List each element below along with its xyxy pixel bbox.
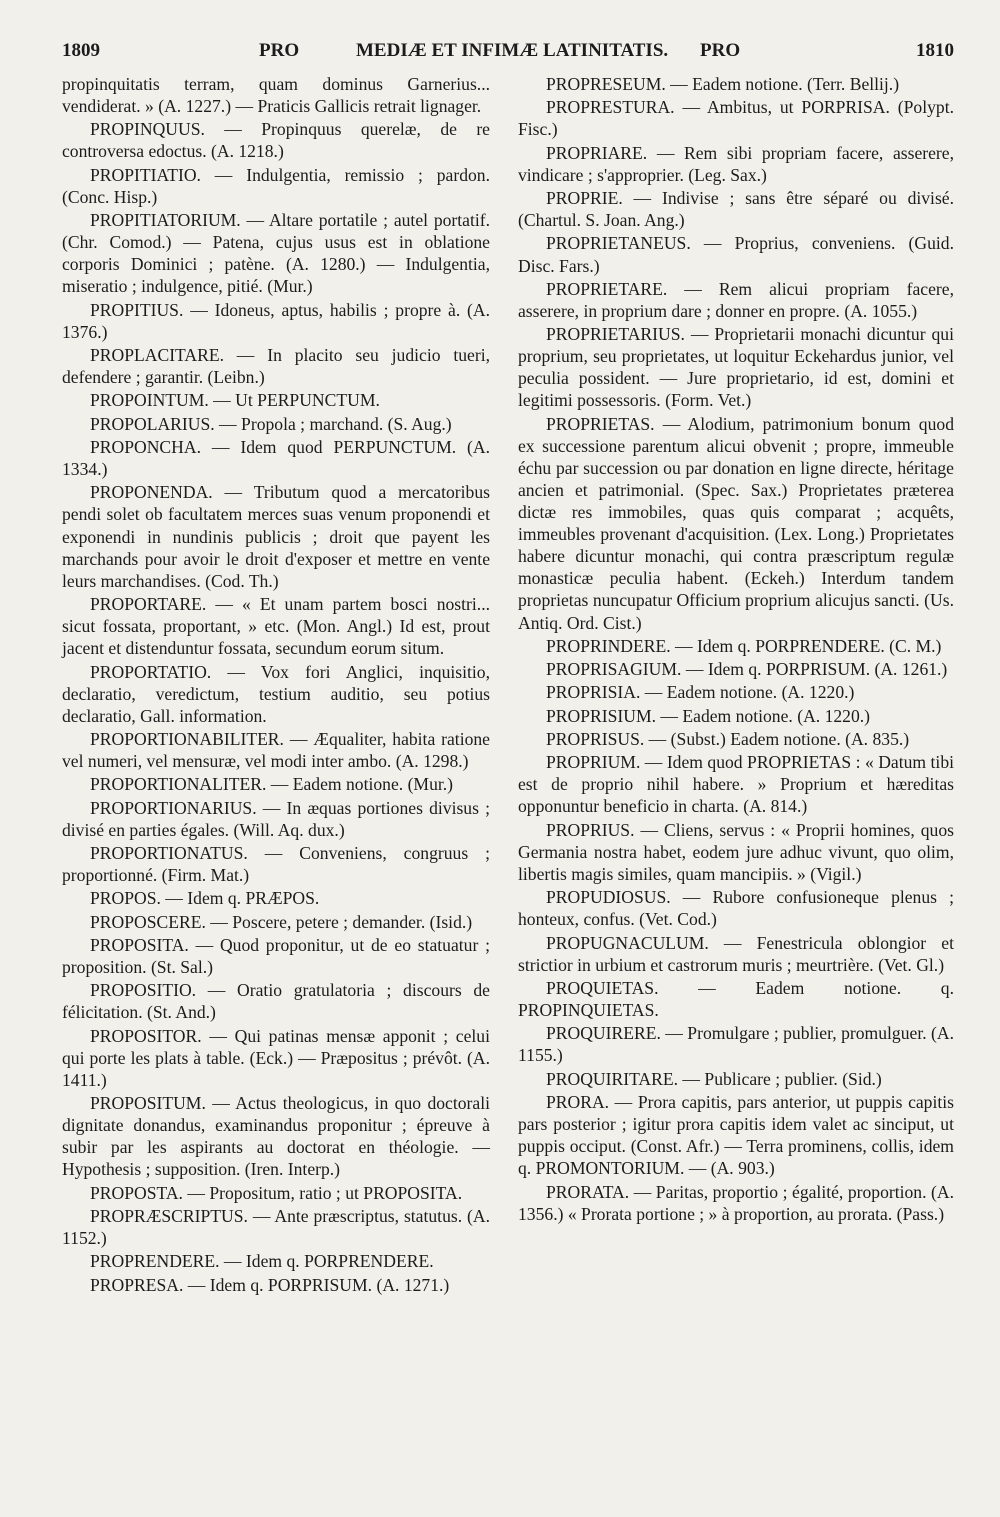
dictionary-entry	[62, 164, 490, 208]
entry-definition: — Idem q. PORPRENDERE.	[219, 1251, 434, 1272]
entry-headword: PROPORTARE.	[90, 594, 207, 615]
entry-definition: — In placito seu judicio tueri, defendere ; garantir. (Leibn.)	[62, 345, 490, 388]
entry-headword: PROQUIRERE.	[546, 1023, 661, 1044]
page-number-left: 1809	[62, 40, 100, 61]
dictionary-entry	[518, 886, 954, 930]
entry-definition: — Eadem notione. (Terr. Bellij.)	[665, 74, 900, 94]
dictionary-entry	[62, 911, 490, 933]
entry-definition: — Idem q. PORPRISUM. (A. 1271.)	[183, 1274, 450, 1295]
dictionary-entry	[518, 232, 954, 276]
entry-definition: — Quod proponitur, ut de eo statuatur ; proposition. (St. Sal.)	[62, 934, 490, 978]
entry-headword: PROPORTIONABILITER.	[90, 728, 284, 749]
entry-definition: — Ut PERPUNCTUM.	[208, 390, 380, 411]
entry-headword: PROPOSCERE.	[90, 911, 206, 932]
entry-definition: — Proprius, conveniens. (Guid. Disc. Fars.)	[518, 233, 954, 276]
dictionary-entry	[518, 635, 954, 657]
entry-headword: PROPOSITIO.	[90, 980, 197, 1001]
entry-definition: — Idem q. PORPRENDERE. (C. M.)	[670, 635, 942, 656]
entry-headword: PROPRIUS.	[546, 819, 635, 840]
entry-definition: — Propola ; marchand. (S. Aug.)	[214, 413, 452, 434]
dictionary-entry	[62, 728, 490, 772]
dictionary-entry	[518, 1068, 954, 1090]
entry-definition: — Publicare ; publier. (Sid.)	[678, 1068, 882, 1089]
entry-definition: — Idem quod PERPUNCTUM. (A. 1334.)	[62, 437, 490, 480]
guide-word-right: PRO	[700, 40, 741, 61]
entry-headword: PROPRIETARE.	[546, 278, 668, 299]
entry-definition: — Oratio gratulatoria ; discours de félicitation. (St. And.)	[62, 980, 490, 1023]
dictionary-entry	[62, 842, 490, 886]
entry-definition: — Alodium, patrimonium bonum quod ex successione parentum alicui obvenit ; propre, immeuble échu par succession ou par donation en ligne directe, héritage ancien et patrimonial. (Spec. Sax.) Proprietates præterea dictæ res immobiles, quas quis comparat ; acquêts, immeubles provenant d'acquisition. (Lex. Long.) Proprietates habere dicuntur monachi, qui contra præscriptum regulæ monasticæ peculia habent. (Eckeh.) Interdum tandem proprietas nuncupatur Officium proprium alicujus sancti. (Us. Antiq. Ord. Cist.)	[518, 413, 954, 633]
entry-definition: — Idem q. PORPRISUM. (A. 1261.)	[681, 659, 948, 680]
dictionary-entry	[518, 413, 954, 634]
entry-definition: — In æquas portiones divisus ; divisé en parties égales. (Will. Aq. dux.)	[62, 797, 490, 840]
entry-headword: PROPITIUS.	[90, 299, 184, 320]
dictionary-entry	[518, 977, 954, 1021]
dictionary-entry	[518, 1091, 954, 1179]
entry-headword: PROPORTATIO.	[90, 661, 212, 682]
entry-headword: PROPOS.	[90, 888, 161, 909]
entry-headword: PROPRESA.	[90, 1274, 184, 1295]
dictionary-entry	[62, 773, 490, 795]
dictionary-entry	[62, 934, 490, 978]
dictionary-entry	[62, 1250, 490, 1272]
dictionary-entry	[62, 209, 490, 297]
entry-headword: PROPONCHA.	[90, 437, 201, 457]
entry-definition: — Tributum quod a mercatoribus pendi solet ob facultatem merces suas venum proponendi et exponendi in nundinis publicis ; droit que payent les marchands pour avoir le droit d'exposer et mettre en vente leurs marchandises. (Cod. Th.)	[62, 482, 490, 591]
entry-headword: PROPRISAGIUM.	[546, 659, 682, 680]
running-header	[62, 40, 954, 70]
dictionary-entry	[62, 389, 490, 411]
entry-headword: PROPOSTA.	[90, 1182, 183, 1203]
entry-definition: — Idem quod PROPRIETAS : « Datum tibi est de proprio nihil habere. » Proprium et hæreditas opponuntur beneficio in charta. (A. 814.)	[518, 752, 954, 817]
page-number-right: 1810	[916, 40, 954, 61]
entry-definition: — Poscere, petere ; demander. (Isid.)	[205, 911, 473, 932]
dictionary-entry	[518, 932, 954, 976]
entry-headword: PROPRESTURA.	[546, 97, 675, 118]
entry-definition: — « Et unam partem bosci nostri... sicut fossata, proportant, » etc. (Mon. Angl.) Id est, prout jacent et distenduntur fossata, secundum eorum situm.	[62, 594, 490, 659]
entry-headword: PROPRIE.	[546, 188, 623, 209]
entry-headword: PROPRINDERE.	[546, 635, 671, 656]
dictionary-entry	[62, 887, 490, 909]
entry-definition: — Propinquus querelæ, de re controversa edoctus. (A. 1218.)	[62, 119, 490, 162]
entry-definition: — Rubore confusioneque plenus ; honteux, confus. (Vet. Cod.)	[518, 887, 954, 930]
entry-definition: — Indulgentia, remissio ; pardon. (Conc. Hisp.)	[62, 164, 490, 207]
dictionary-entry	[518, 142, 954, 186]
entry-definition: — Ante præscriptus, statutus. (A. 1152.)	[62, 1206, 490, 1249]
dictionary-entry	[62, 481, 490, 591]
entry-headword: PROPUGNACULUM.	[546, 932, 709, 953]
right-column	[518, 73, 954, 1226]
entry-definition: — Prora capitis, pars anterior, ut puppis capitis pars posterior ; igitur prora capitis idem valet ac sinciput, ut puppis occiput. (Const. Afr.) — Terra prominens, collis, idem q. PROMONTORIUM. — (A. 903.)	[518, 1091, 954, 1179]
entry-definition: propinquitatis terram, quam dominus Garnerius... vendiderat. » (A. 1227.) — Praticis Gallicis retrait lignager.	[62, 74, 490, 117]
entry-definition: — Actus theologicus, in quo doctorali dignitate donandus, examinandus proponitur ; épreuve à subir par les aspirants au doctorat en théologie. — Hypothesis ; supposition. (Iren. Interp.)	[62, 1093, 490, 1180]
dictionary-entry	[518, 323, 954, 411]
dictionary-entry	[62, 413, 490, 435]
dictionary-entry	[62, 73, 490, 117]
dictionary-entry	[518, 705, 954, 727]
entry-headword: PROPINQUUS.	[90, 119, 205, 140]
entry-definition: — Eadem notione. (A. 1220.)	[656, 705, 871, 726]
dictionary-entry	[62, 1092, 490, 1180]
dictionary-entry	[518, 73, 954, 95]
dictionary-entry	[62, 593, 490, 659]
dictionary-entry	[518, 751, 954, 817]
dictionary-entry	[518, 819, 954, 885]
dictionary-entry	[518, 1181, 954, 1225]
entry-definition: — Fenestricula oblongior et strictior in urbium et castrorum muris ; meurtrière. (Vet. Gl.)	[518, 932, 954, 975]
entry-definition: — Eadem notione. (A. 1220.)	[640, 682, 855, 703]
entry-definition: — Rem alicui propriam facere, asserere, in proprium dare ; donner en propre. (A. 1055.)	[518, 278, 954, 321]
entry-headword: PROPORTIONARIUS.	[90, 797, 257, 818]
entry-headword: PROPONENDA.	[90, 482, 213, 503]
entry-definition: — Ambitus, ut PORPRISA. (Polypt. Fisc.)	[518, 97, 954, 140]
entry-definition: — Cliens, servus : « Proprii homines, quos Germania nostra habet, eodem jure adhuc vivunt, quo olim, libertis magis similes, quam mancipiis. » (Vigil.)	[518, 819, 954, 884]
entry-headword: PRORA.	[546, 1091, 610, 1112]
entry-headword: PROPRIETANEUS.	[546, 233, 691, 254]
running-title: MEDIÆ ET INFIMÆ LATINITATIS.	[356, 40, 669, 61]
entry-headword: PROPRIARE.	[546, 142, 648, 163]
entry-headword: PROPRIETARIUS.	[546, 324, 685, 345]
entry-headword: PROQUIRITARE.	[546, 1068, 679, 1089]
entry-definition: — Propositum, ratio ; ut PROPOSITA.	[182, 1182, 463, 1203]
entry-headword: PROPRISIA.	[546, 682, 641, 703]
entry-headword: PROPRESEUM.	[546, 74, 666, 94]
entry-headword: PROPRISIUM.	[546, 705, 656, 726]
guide-word-left: PRO	[259, 40, 300, 61]
dictionary-entry	[62, 1182, 490, 1204]
entry-definition: — Paritas, proportio ; égalité, proportion. (A. 1356.) « Prorata portione ; » à proportion, au prorata. (Pass.)	[518, 1181, 954, 1224]
entry-definition: — Conveniens, congruus ; proportionné. (Firm. Mat.)	[62, 843, 490, 886]
entry-headword: PROPORTIONALITER.	[90, 774, 267, 795]
dictionary-entry	[518, 681, 954, 703]
entry-headword: PROQUIETAS.	[546, 977, 659, 998]
left-column	[62, 73, 490, 1297]
dictionary-entry	[62, 661, 490, 727]
entry-headword: PROPITIATORIUM.	[90, 210, 241, 231]
entry-headword: PROPRENDERE.	[90, 1251, 220, 1272]
dictionary-entry	[518, 728, 954, 750]
entry-definition: — Rem sibi propriam facere, asserere, vindicare ; s'approprier. (Leg. Sax.)	[518, 142, 954, 185]
entry-headword: PROPITIATIO.	[90, 164, 201, 185]
entry-definition: — Promulgare ; publier, promulguer. (A. 1155.)	[518, 1023, 954, 1066]
dictionary-entry	[62, 299, 490, 343]
entry-definition: — Altare portatile ; autel portatif. (Chr. Comod.) — Patena, cujus usus est in oblatione corporis Dominici ; patène. (A. 1280.) — Indulgentia, miseratio ; indulgence, pitié. (Mur.)	[62, 210, 490, 297]
dictionary-entry	[62, 1025, 490, 1091]
entry-headword: PROPRIUM.	[546, 752, 641, 773]
entry-headword: PROPRÆSCRIPTUS.	[90, 1206, 248, 1226]
dictionary-entry	[62, 1274, 490, 1296]
dictionary-entry	[62, 1205, 490, 1249]
dictionary-entry	[62, 118, 490, 162]
entry-headword: PROPORTIONATUS.	[90, 843, 248, 863]
dictionary-entry	[62, 344, 490, 388]
entry-headword: PROPOSITA.	[90, 934, 189, 955]
entry-definition: — Æqualiter, habita ratione vel numeri, vel mensuræ, vel modi inter ambo. (A. 1298.)	[62, 728, 490, 772]
entry-definition: — (Subst.) Eadem notione. (A. 835.)	[644, 728, 910, 749]
entry-definition: — Idem q. PRÆPOS.	[160, 888, 320, 909]
entry-headword: PRORATA.	[546, 1181, 630, 1202]
entry-headword: PROPOSITUM.	[90, 1093, 206, 1114]
entry-definition: — Eadem notione. (Mur.)	[266, 774, 454, 795]
entry-headword: PROPRISUS.	[546, 728, 645, 749]
entry-definition: — Vox fori Anglici, inquisitio, declaratio, veredictum, testium auditio, seu potius declaratio, Gall. information.	[62, 661, 490, 726]
entry-headword: PROPOLARIUS.	[90, 413, 215, 434]
dictionary-entry	[518, 278, 954, 322]
dictionary-entry	[62, 979, 490, 1023]
entry-definition: — Proprietarii monachi dicuntur qui proprium, seu proprietates, ut loquitur Eckehardus junior, vel peculia possident. — Jure proprietario, id est, domini et legitimi possessoris. (Form. Vet.)	[518, 324, 954, 411]
entry-headword: PROPOSITOR.	[90, 1025, 202, 1046]
entry-definition: — Eadem notione. q. PROPINQUIETAS.	[518, 977, 954, 1021]
dictionary-entry	[518, 187, 954, 231]
dictionary-entry	[518, 96, 954, 140]
entry-headword: PROPOINTUM.	[90, 390, 209, 411]
entry-definition: — Qui patinas mensæ apponit ; celui qui porte les plats à table. (Eck.) — Præpositus ; prévôt. (A. 1411.)	[62, 1025, 490, 1090]
dictionary-entry	[62, 797, 490, 841]
dictionary-entry	[518, 1022, 954, 1066]
entry-definition: — Idoneus, aptus, habilis ; propre à. (A. 1376.)	[62, 299, 490, 342]
dictionary-entry	[518, 658, 954, 680]
entry-definition: — Indivise ; sans être séparé ou divisé. (Chartul. S. Joan. Ang.)	[518, 188, 954, 231]
entry-headword: PROPUDIOSUS.	[546, 887, 671, 908]
entry-headword: PROPLACITARE.	[90, 345, 224, 366]
dictionary-entry	[62, 436, 490, 480]
entry-headword: PROPRIETAS.	[546, 413, 655, 434]
